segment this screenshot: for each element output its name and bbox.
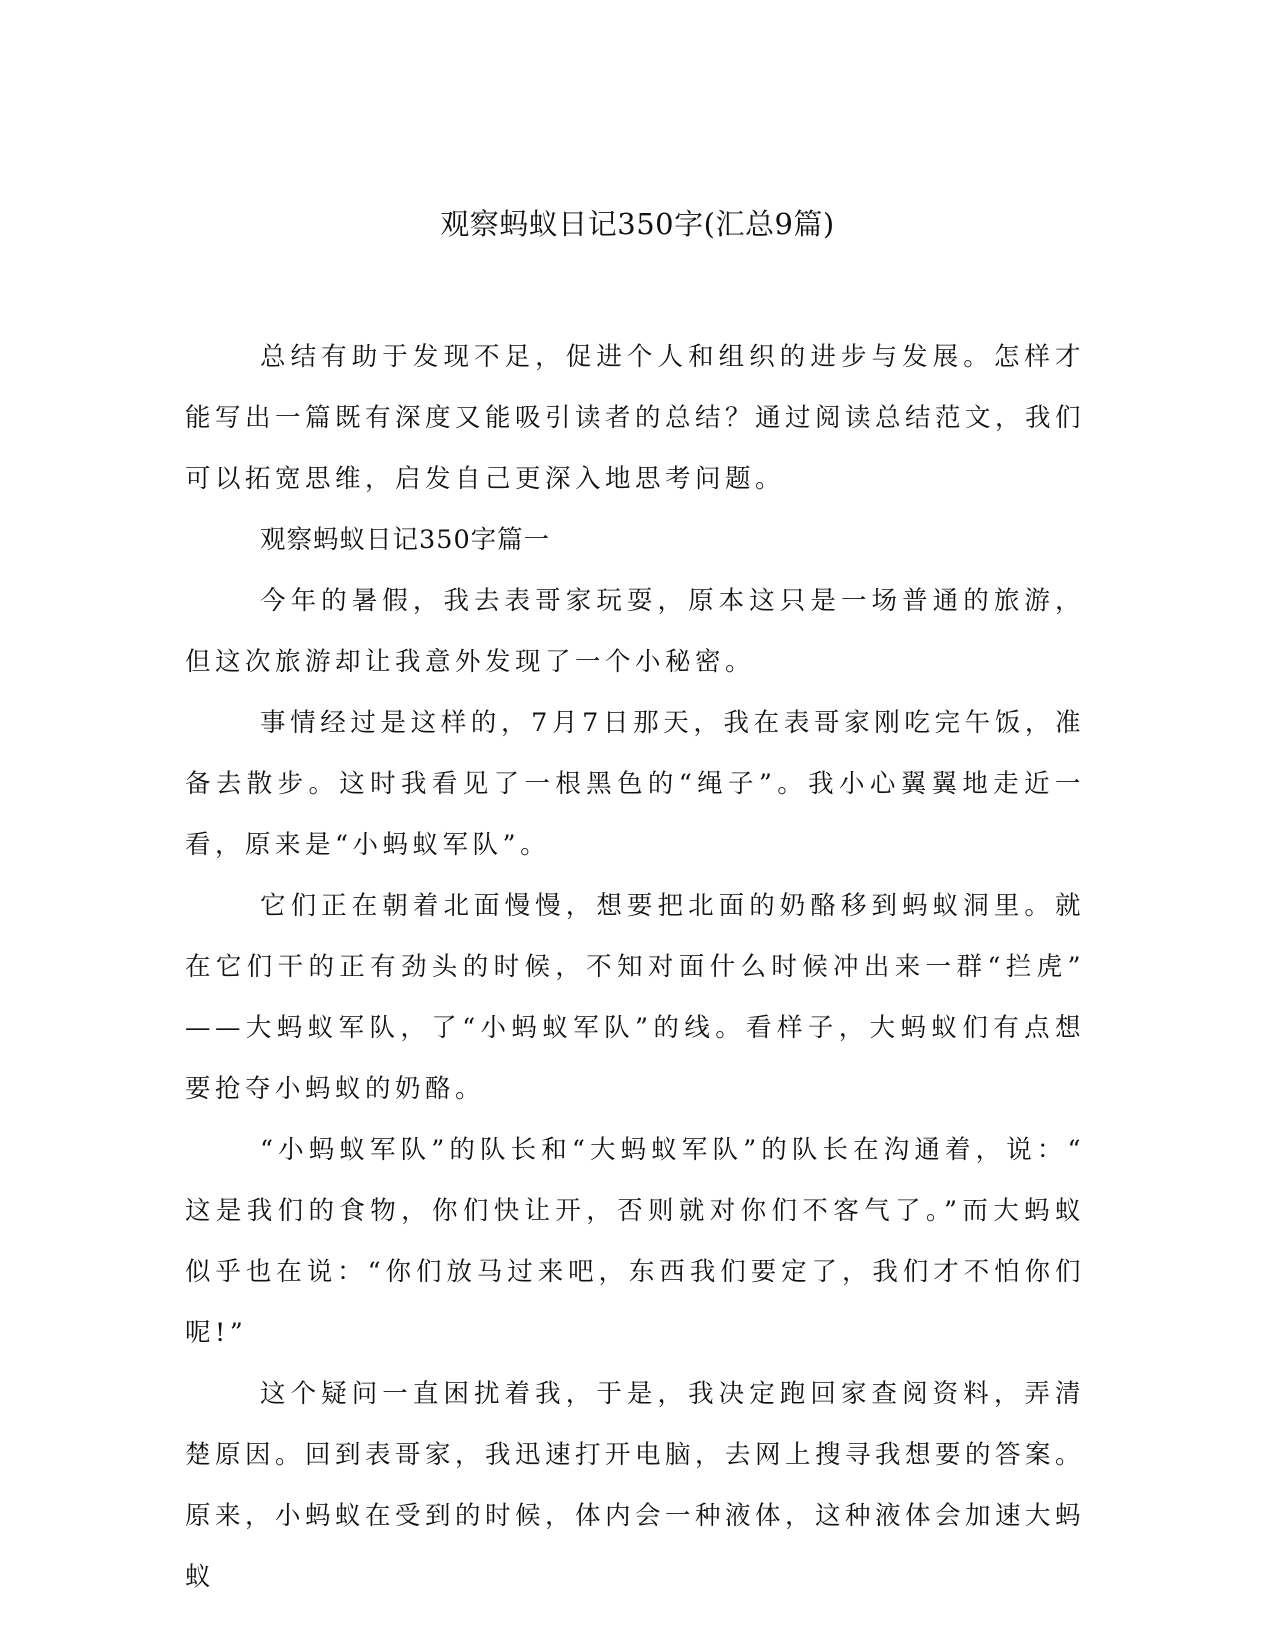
body-paragraph-5: 这个疑问一直困扰着我，于是，我决定跑回家查阅资料，弄清楚原因。回到表哥家，我迅速打开电脑，去网上搜寻我想要的答案。原来，小蚂蚁在受到的时候，体内会一种液体，这种液体会加速大蚂蚁: [185, 1379, 1086, 1592]
intro-paragraph: 总结有助于发现不足，促进个人和组织的进步与发展。怎样才能写出一篇既有深度又能吸引读者的总结？通过阅读总结范文，我们可以拓宽思维，启发自己更深入地思考问题。: [185, 342, 1086, 494]
document-body: [185, 327, 1085, 1608]
body-paragraph-2: 事情经过是这样的，7月7日那天，我在表哥家刚吃完午饭，准备去散步。这时我看见了一根黑色的“绳子”。我小心翼翼地走近一看，原来是“小蚂蚁军队”。: [185, 708, 1085, 860]
body-paragraph-1: 今年的暑假，我去表哥家玩耍，原本这只是一场普通的旅游，但这次旅游却让我意外发现了一个小秘密。: [185, 586, 1085, 677]
document-title: 观察蚂蚁日记350字(汇总9篇): [440, 207, 835, 241]
section-heading: 观察蚂蚁日记350字篇一: [260, 525, 551, 555]
body-paragraph-3: 它们正在朝着北面慢慢，想要把北面的奶酪移到蚂蚁洞里。就在它们干的正有劲头的时候，不知对面什么时候冲出来一群“拦虎”——大蚂蚁军队，了“小蚂蚁军队”的线。看样子，大蚂蚁们有点想要抢夺小蚂蚁的奶酪。: [185, 891, 1085, 1104]
body-paragraph-4: “小蚂蚁军队”的队长和“大蚂蚁军队”的队长在沟通着，说：“这是我们的食物，你们快让开，否则就对你们不客气了。”而大蚂蚁似乎也在说：“你们放马过来吧，东西我们要定了，我们才不怕你们呢!”: [185, 1135, 1085, 1348]
